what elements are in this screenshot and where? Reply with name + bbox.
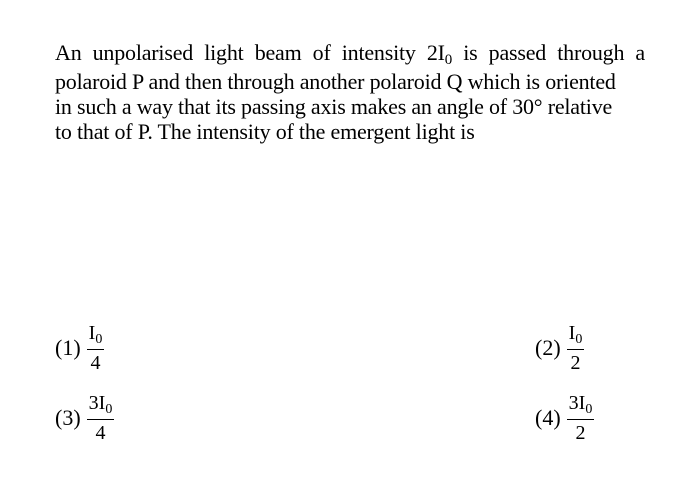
numerator-coefficient: 3 [568, 392, 579, 414]
fraction-numerator [567, 322, 585, 350]
fraction [87, 322, 105, 374]
question-line-1 [55, 40, 645, 69]
fraction-denominator: 4 [95, 422, 106, 444]
numerator-subscript: 0 [105, 402, 113, 417]
fraction-numerator [567, 392, 595, 420]
option-1[interactable] [55, 322, 104, 374]
numerator-symbol: I [578, 392, 586, 414]
numerator-symbol: I [568, 322, 576, 344]
option-number: (4) [535, 405, 561, 430]
numerator-coefficient: 3 [88, 392, 99, 414]
numerator-symbol: I [88, 322, 96, 344]
fraction [567, 392, 595, 444]
question-line-1-start: An unpolarised light beam of intensity 2I [55, 40, 445, 65]
numerator-subscript: 0 [575, 332, 583, 347]
option-4[interactable] [535, 392, 594, 444]
fraction-denominator: 4 [90, 352, 101, 374]
fraction [87, 392, 115, 444]
option-number: (1) [55, 335, 81, 360]
fraction-numerator [87, 392, 115, 420]
fraction-numerator [87, 322, 105, 350]
option-number: (2) [535, 335, 561, 360]
numerator-symbol: I [98, 392, 106, 414]
question-text [55, 40, 645, 144]
option-3[interactable] [55, 392, 114, 444]
fraction [567, 322, 585, 374]
fraction-denominator: 2 [570, 352, 581, 374]
numerator-subscript: 0 [95, 332, 103, 347]
intensity-subscript: 0 [444, 52, 453, 68]
question-line-1-end: is passed through a [452, 40, 645, 65]
fraction-denominator: 2 [575, 422, 586, 444]
question-line-4: to that of P. The intensity of the emergent light is [55, 119, 475, 144]
option-2[interactable] [535, 322, 584, 374]
question-line-2: polaroid P and then through another polaroid Q which is oriented [55, 69, 616, 94]
question-line-3: in such a way that its passing axis makes an angle of 30° relative [55, 94, 613, 119]
numerator-subscript: 0 [585, 402, 593, 417]
option-number: (3) [55, 405, 81, 430]
